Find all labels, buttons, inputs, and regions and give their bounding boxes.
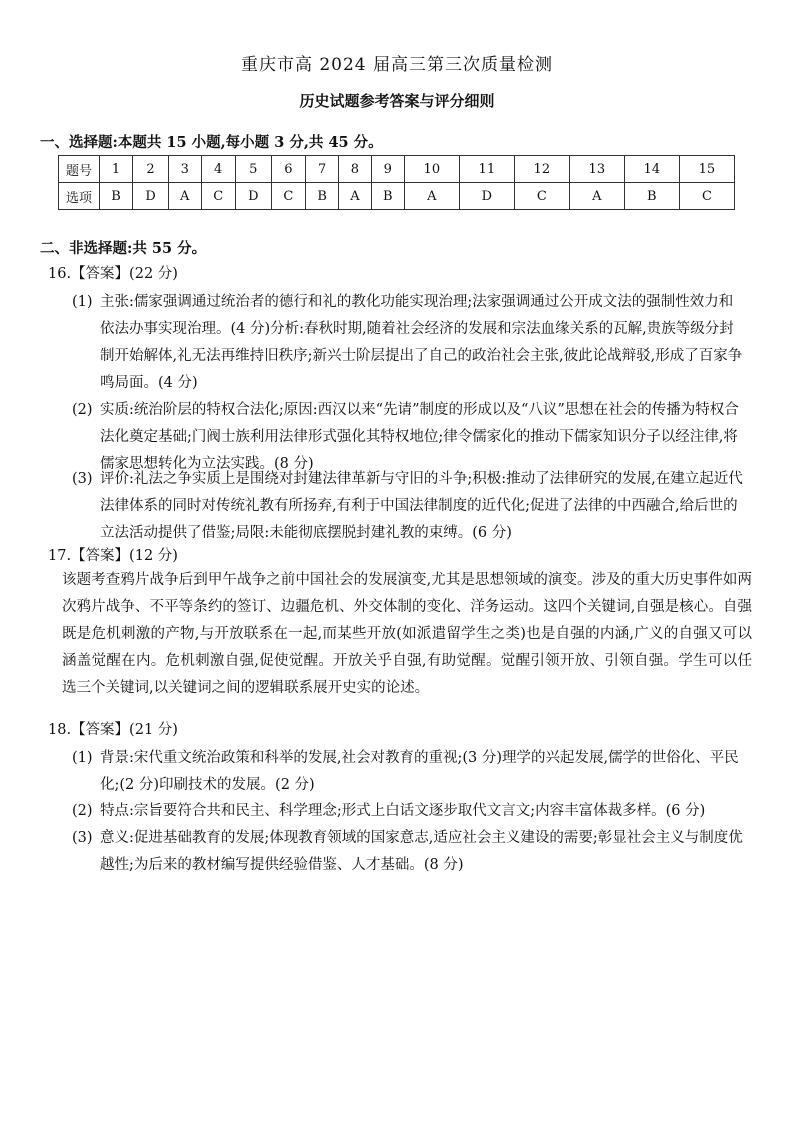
question-number-cell: 10 [404,156,459,183]
q18-part-3-num: (3) [72,830,93,846]
question-number-cell: 4 [201,156,235,183]
answer-option-cell: B [100,183,133,210]
page-title: 重庆市高 2024 届高三第三次质量检测 [240,55,554,75]
answer-option-cell: D [133,183,169,210]
q18-part-1 [72,745,744,799]
question-number-cell: 7 [306,156,339,183]
q16-part-1 [72,289,744,397]
answer-option-cell: C [271,183,305,210]
answer-table [58,155,735,210]
question-number-cell: 12 [514,156,569,183]
row-label-number: 题号 [59,156,100,183]
q16-part-3-text: 评价:礼法之争实质上是围绕对封建法律革新与守旧的斗争;积极:推动了法律研究的发展,在建立起近代法律体系的同时对传统礼教有所扬弃,有利于中国法律制度的近代化;促进了法律的中西融合,给后世的立法活动提供了借鉴;局限:未能彻底摆脱封建礼教的束缚。(6 分) [100,471,743,541]
row-label-option: 选项 [59,183,100,210]
q18-part-2-text: 特点:宗旨要符合共和民主、科学理念;形式上白话文逐步取代文言文;内容丰富体裁多样。(6 分) [100,803,706,819]
section1-heading: 一、选择题:本题共 15 小题,每小题 3 分,共 45 分。 [40,134,383,151]
answer-option-cell: A [569,183,624,210]
answer-option-cell: B [624,183,679,210]
q18-part-2 [72,798,744,825]
answer-option-cell: C [514,183,569,210]
answer-option-cell: B [306,183,339,210]
q16-part-3-num: (3) [72,471,93,487]
q16-part-1-text: 主张:儒家强调通过统治者的德行和礼的教化功能实现治理;法家强调通过公开成文法的强制性效力和依法办事实现治理。(4 分)分析:春秋时期,随着社会经济的发展和宗法血缘关系的瓦解,贵族等级分封制开始解体,礼无法再维持旧秩序;新兴士阶层提出了自己的政治社会主张,彼此论战辩驳,形成了百家争鸣局面。(4 分) [100,294,743,391]
q16-part-2-text: 实质:统治阶层的特权合法化;原因:西汉以来“先请”制度的形成以及“八议”思想在社会的传播为特权合法化奠定基础;门阀士族利用法律形式强化其特权地位;律令儒家化的推动下儒家知识分子以经注律,将儒家思想转化为立法实践。(8 分) [100,402,739,472]
question-number-cell: 6 [271,156,305,183]
q18-part-3-text: 意义:促进基础教育的发展;体现教育领域的国家意志,适应社会主义建设的需要;彰显社会主义与制度优越性;为后来的教材编写提供经验借鉴、人才基础。(8 分) [100,830,743,873]
question-number-cell: 11 [459,156,514,183]
answer-option-cell: A [168,183,201,210]
q17-text: 该题考查鸦片战争后到甲午战争之前中国社会的发展演变,尤其是思想领域的演变。涉及的重大历史事件如两次鸦片战争、不平等条约的签订、边疆危机、外交体制的变化、洋务运动。这四个关键词,自强是核心。自强既是危机刺激的产物,与开放联系在一起,而某些开放(如派遣留学生之类)也是自强的内涵,广义的自强又可以涵盖觉醒在内。危机刺激自强,促使觉醒。开放关乎自强,有助觉醒。觉醒引领开放、引领自强。学生可以任选三个关键词,以关键词之间的逻辑联系展开史实的论述。 [62,572,752,696]
answer-option-cell: C [679,183,734,210]
question-number-cell: 14 [624,156,679,183]
q17-label: 17.【答案】(12 分) [48,548,178,564]
answer-option-cell: D [459,183,514,210]
question-number-cell: 13 [569,156,624,183]
q16-part-2-num: (2) [72,402,93,418]
question-number-cell: 15 [679,156,734,183]
answer-option-cell: B [371,183,404,210]
q18-part-1-text: 背景:宋代重文统治政策和科举的发展,社会对教育的重视;(3 分)理学的兴起发展,儒学的世俗化、平民化;(2 分)印刷技术的发展。(2 分) [100,750,739,793]
question-number-cell: 8 [339,156,372,183]
section2-heading: 二、非选择题:共 55 分。 [40,240,207,257]
answer-option-cell: A [404,183,459,210]
q18-part-1-num: (1) [72,750,93,766]
q16-part-1-num: (1) [72,294,93,310]
answer-option-cell: D [235,183,271,210]
q16-label: 16.【答案】(22 分) [48,266,178,282]
question-number-cell: 5 [235,156,271,183]
q16-part-3 [72,466,744,547]
q18-part-2-num: (2) [72,803,93,819]
question-number-cell: 2 [133,156,169,183]
answer-option-row [59,183,735,210]
question-number-row [59,156,735,183]
question-number-cell: 9 [371,156,404,183]
question-number-cell: 1 [100,156,133,183]
page-subtitle: 历史试题参考答案与评分细则 [299,92,495,110]
q18-label: 18.【答案】(21 分) [48,722,178,738]
q18-part-3 [72,825,744,879]
answer-option-cell: C [201,183,235,210]
question-number-cell: 3 [168,156,201,183]
answer-option-cell: A [339,183,372,210]
